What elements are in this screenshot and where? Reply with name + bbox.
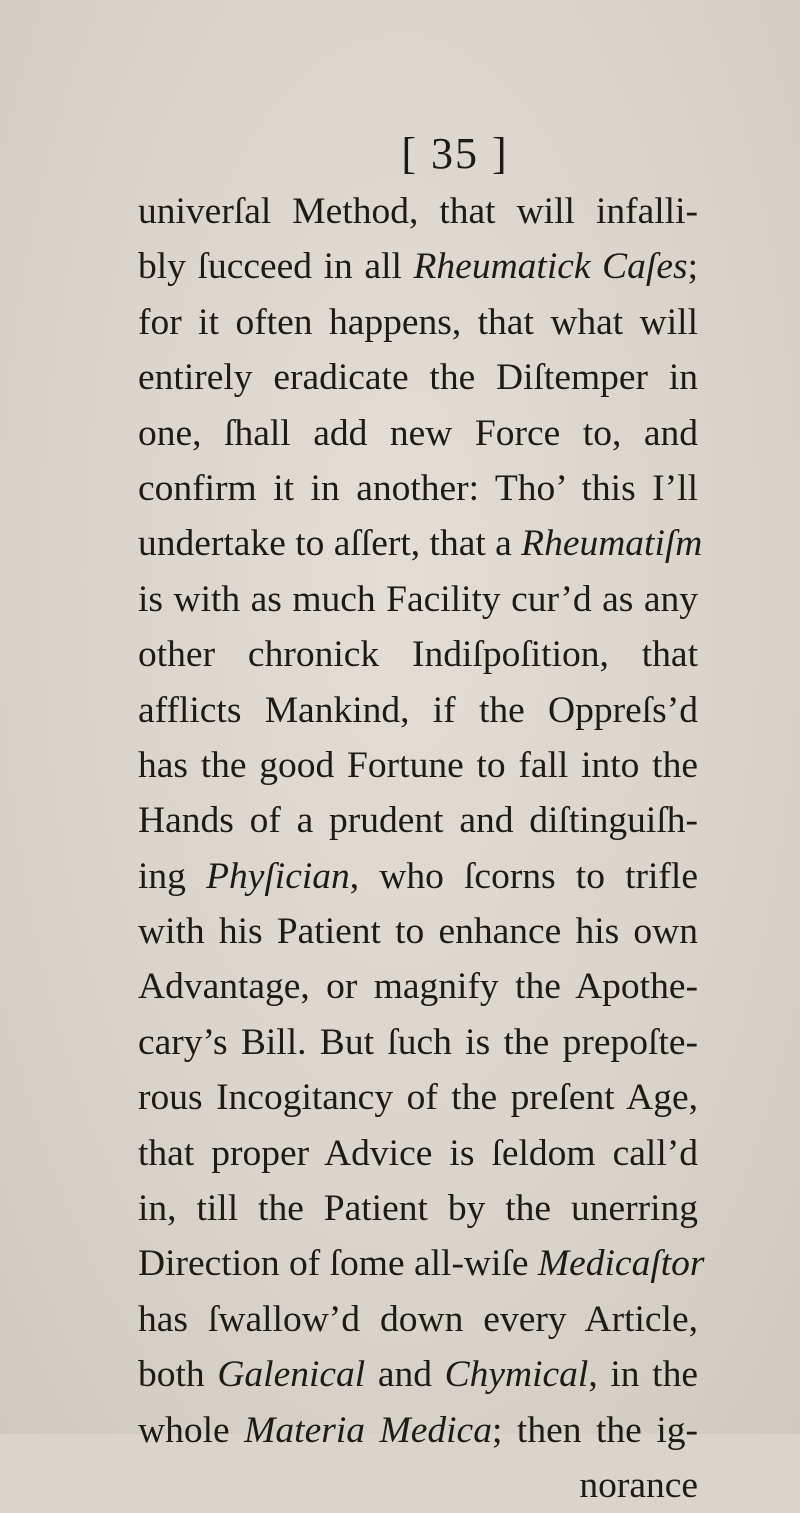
text-line: with his Patient to enhance his own	[138, 911, 698, 953]
text-line: confirm it in another: Tho’ this I’ll	[138, 467, 698, 509]
body-text	[138, 184, 705, 1513]
text-line: Direction of ſome all-wiſe Medicaſtor	[138, 1243, 705, 1285]
italic-term: Chymical	[444, 1354, 589, 1396]
italic-term: Materia Medica	[244, 1409, 492, 1451]
text-line: whole Materia Medica; then the ig-	[138, 1409, 698, 1451]
italic-term: Rheumatick Caſes	[413, 246, 688, 288]
text-line: univerſal Method, that will infalli-	[138, 191, 698, 232]
page-number: [ 35 ]	[401, 129, 509, 178]
text-line: undertake to aſſert, that a Rheumatiſm	[138, 523, 703, 565]
text-line: bly ſucceed in all Rheumatick Caſes;	[138, 246, 698, 288]
italic-term: Phyſician	[206, 855, 350, 897]
italic-term: Rheumatiſm	[521, 523, 703, 565]
catchword: norance	[579, 1464, 698, 1506]
text-line: in, till the Patient by the unerring	[138, 1188, 698, 1230]
italic-term: Galenical	[217, 1354, 366, 1396]
text-line: that proper Advice is ſeldom call’d	[138, 1132, 698, 1174]
italic-term: Medicaſtor	[537, 1243, 705, 1285]
text-line: for it often happens, that what will	[138, 301, 698, 343]
text-line: rous Incogitancy of the preſent Age,	[138, 1077, 698, 1119]
text-line: has ſwallow’d down every Article,	[138, 1298, 698, 1340]
text-line: other chronick Indiſpoſition, that	[138, 634, 698, 676]
text-line: entirely eradicate the Diſtemper in	[138, 357, 698, 399]
text-line: ing Phyſician, who ſcorns to trifle	[138, 855, 698, 897]
text-line: is with as much Facility cur’d as any	[138, 578, 698, 620]
text-line: afflicts Mankind, if the Oppreſs’d	[138, 689, 698, 731]
text-line: has the good Fortune to fall into the	[138, 744, 698, 786]
text-line: cary’s Bill. But ſuch is the prepoſte-	[138, 1021, 698, 1063]
text-line: one, ſhall add new Force to, and	[138, 412, 698, 454]
text-line: Hands of a prudent and diſtinguiſh-	[138, 800, 698, 842]
text-line: Advantage, or magnify the Apothe-	[138, 966, 698, 1008]
text-line: both Galenical and Chymical, in the	[138, 1354, 698, 1396]
